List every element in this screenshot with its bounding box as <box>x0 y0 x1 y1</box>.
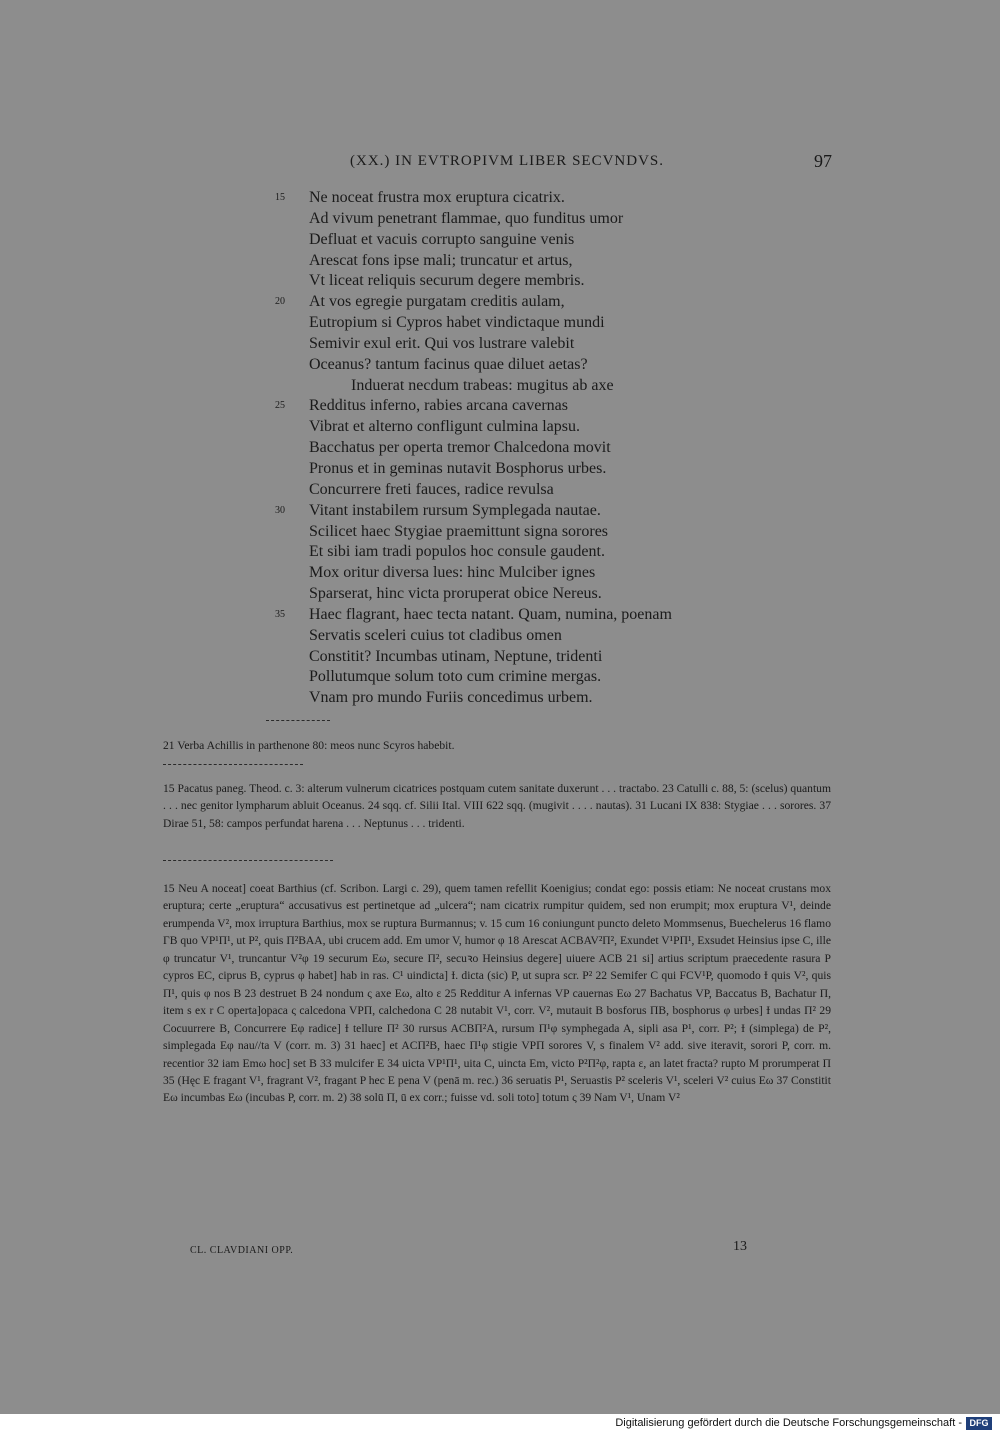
poem-line <box>275 688 795 709</box>
poem-line <box>275 647 795 668</box>
verse-text: Bacchatus per operta tremor Chalcedona movit <box>309 439 611 457</box>
poem-line <box>275 480 795 501</box>
signature-line: CL. CLAVDIANI OPP. <box>190 1245 294 1256</box>
poem-line <box>275 605 795 626</box>
verse-text: Et sibi iam tradi populos hoc consule gaudent. <box>309 543 605 561</box>
verse-text: Mox oritur diversa lues: hinc Mulciber ignes <box>309 564 596 582</box>
line-number: 25 <box>275 400 285 412</box>
verse-text: Eutropium si Cypros habet vindictaque mundi <box>309 314 605 332</box>
poem-text <box>275 188 795 709</box>
poem-line <box>275 396 795 417</box>
verse-text: Scilicet haec Stygiae praemittunt signa sorores <box>309 522 609 540</box>
dfg-logo: DFG <box>966 1417 992 1430</box>
page-header <box>160 153 840 177</box>
verse-text: Redditus inferno, rabies arcana cavernas <box>309 397 568 415</box>
divider <box>163 764 303 765</box>
poem-line <box>275 334 795 355</box>
verse-text: Oceanus? tantum facinus quae diluet aetas? <box>309 355 588 373</box>
poem-line <box>275 438 795 459</box>
poem-line <box>275 251 795 272</box>
poem-line <box>275 522 795 543</box>
verse-text: Sparserat, hinc victa proruperat obice Nereus. <box>309 585 602 603</box>
poem-line <box>275 209 795 230</box>
poem-line <box>275 313 795 334</box>
verse-text: Vitant instabilem rursum Symplegada nautae. <box>309 501 601 519</box>
verse-text: Ad vivum penetrant flammae, quo funditus umor <box>309 209 624 227</box>
verse-text: Pollutumque solum toto cum crimine mergas. <box>309 668 602 686</box>
verse-text: Ne noceat frustra mox eruptura cicatrix. <box>309 189 565 206</box>
poem-line <box>275 563 795 584</box>
poem-line <box>275 584 795 605</box>
poem-line <box>275 188 795 209</box>
apparatus-text: 15 Neu A noceat] coeat Barthius (cf. Scribon. Largi c. 29), quem tamen refellit Koenigius; condat ego: possis etiam: Ne noceat crustans mox eruptura; certe „eruptura“ accusativus est pertinetque ad „ulcera“; nam cicatrix rumpitur quidem, sed non erumpit; mox eruptura V¹, deinde erumpenda V², mox irruptura Barthius, mox se ruptura Burmannus; v. 15 cum 16 coniungunt puncto deleto Mommsenus, Buechelerus 16 flamo ΓB quo VP¹Π¹, ut P², quis Π²BAA, ubi crucem add. Em umor V, humor φ 18 Arescat ACBAV²Π², Exundet V¹PΠ¹, Exsudet Heinsius ipse C, ille φ truncatur V¹, truncantur V²φ 19 securum Eω, secure Π², secuꝛo Heinsius degere] uiuere ACB 21 si] artius scriptum praecedente rasura P cypros EC, ciprus B, cyprus φ habet] hab in ras. C¹ uindicta] Ɨ. dicta (sic) P, ut supra scr. P² 22 Semifer C qui FCV¹P, quomodo Ɨ quis V², quis Π¹, quis φ nos B 23 destruet B 24 nondum ς axe Eω, alto ε 25 Redditur A infernas VP cauernas Eω 27 Bachatus VP, Baccatus B, Bachatur Π, item s ex r C operta]opaca ς calcedona VPΠ, calchedona C 28 nutabit V¹, corr. V², mutauit B bosforus ΠB, bosphorus φ urbes] Ɨ undas Π² 29 Cocuurrere B, Concurrere Eφ radice] Ɨ tellure Π² 30 rursus ACBΠ²A, rursum Π¹φ symphegada A, sipli asa P¹, corr. P²; Ɨ (simplega) de P², simplegada Eφ nau//ta V (corr. m. 3) 31 haec] et ACΠ²B, haec Π¹φ stigie VPΠ sorores V, s finalem V² add. sive iteravit, sorori P, corr. m. recentior 32 iam Emω hoc] set B 33 mulcifer E 34 uicta VP¹Π¹, uita C, uincta Em, victo P²Π²φ, rapta ε, an latet fracta? rupto M prorumperat Π 35 (Hęc E fragant V¹, fragrant V², fragant P hec E pena V (penā m. rec.) 36 seruatis P¹, Seruastis P² sceleris V¹, sceleri V² cuius Eω 37 Constitit Eω incumbas Eω (incubas P, corr. m. 2) 38 solū Π, ū ex corr.; fuisse vd. soli toto] totum ς 39 Nam V¹, Unam V² <box>163 882 831 1105</box>
verse-text: Semivir exul erit. Qui vos lustrare valebit <box>309 334 575 352</box>
verse-text: Defluat et vacuis corrupto sanguine venis <box>309 230 575 248</box>
poem-line <box>275 667 795 688</box>
line-number: 20 <box>275 296 285 308</box>
verse-text: Constitit? Incumbas utinam, Neptune, tridenti <box>309 647 603 665</box>
poem-line <box>275 271 795 292</box>
divider <box>266 720 330 721</box>
verse-text: Concurrere freti fauces, radice revulsa <box>309 480 554 498</box>
verse-text: Induerat necdum trabeas: mugitus ab axe <box>351 376 614 394</box>
verse-text: At vos egregie purgatam creditis aulam, <box>309 293 565 311</box>
line-number: 30 <box>275 504 285 516</box>
line-number: 35 <box>275 608 285 620</box>
parallels-note <box>163 780 831 832</box>
poem-line <box>275 459 795 480</box>
poem-line <box>275 376 795 397</box>
running-title: (XX.) IN EVTROPIVM LIBER SECVNDVS. <box>350 153 664 169</box>
note-text: 21 Verba Achillis in parthenone 80: meos nunc Scyros habebit. <box>163 739 455 752</box>
verse-text: Pronus et in geminas nutavit Bosphorus urbes. <box>309 459 607 477</box>
line-number: 15 <box>275 192 285 203</box>
poem-line <box>275 230 795 251</box>
note-text: 15 Pacatus paneg. Theod. c. 3: alterum vulnerum cicatrices postquam cutem sanitate duxerunt . . . tractabo. 23 Catulli c. 88, 5: (scelus) quantum . . . nec genitor lympharum abluit Oceanus. 24 sqq. cf. Silii Ital. VIII 622 sqq. (mugivit . . . . nautas). 31 Lucani IX 838: Stygiae . . . sorores. 37 Dirae 51, 58: campos perfundat harena . . . Neptunus . . . tridenti. <box>163 782 831 830</box>
sheet-number: 13 <box>733 1239 747 1254</box>
verse-text: Vibrat et alterno confligunt culmina lapsu. <box>309 418 580 436</box>
page-number: 97 <box>814 151 832 171</box>
poem-line <box>275 501 795 522</box>
verse-text: Vt liceat reliquis securum degere membris. <box>309 272 585 290</box>
dfg-credit-text: Digitalisierung gefördert durch die Deutsche Forschungsgemeinschaft - <box>615 1417 962 1429</box>
divider <box>163 860 333 861</box>
critical-apparatus <box>163 880 831 1107</box>
verse-text: Arescat fons ipse mali; truncatur et artus, <box>309 251 573 269</box>
verse-text: Haec flagrant, haec tecta natant. Quam, numina, poenam <box>309 605 672 623</box>
poem-line <box>275 417 795 438</box>
poem-line <box>275 542 795 563</box>
verse-text: Vnam pro mundo Furiis concedimus urbem. <box>309 689 593 707</box>
poem-line <box>275 355 795 376</box>
testimonia-note <box>163 737 831 754</box>
poem-line <box>275 626 795 647</box>
verse-text: Servatis sceleri cuius tot cladibus omen <box>309 626 562 644</box>
dfg-credit-bar <box>0 1414 1000 1434</box>
poem-line <box>275 292 795 313</box>
